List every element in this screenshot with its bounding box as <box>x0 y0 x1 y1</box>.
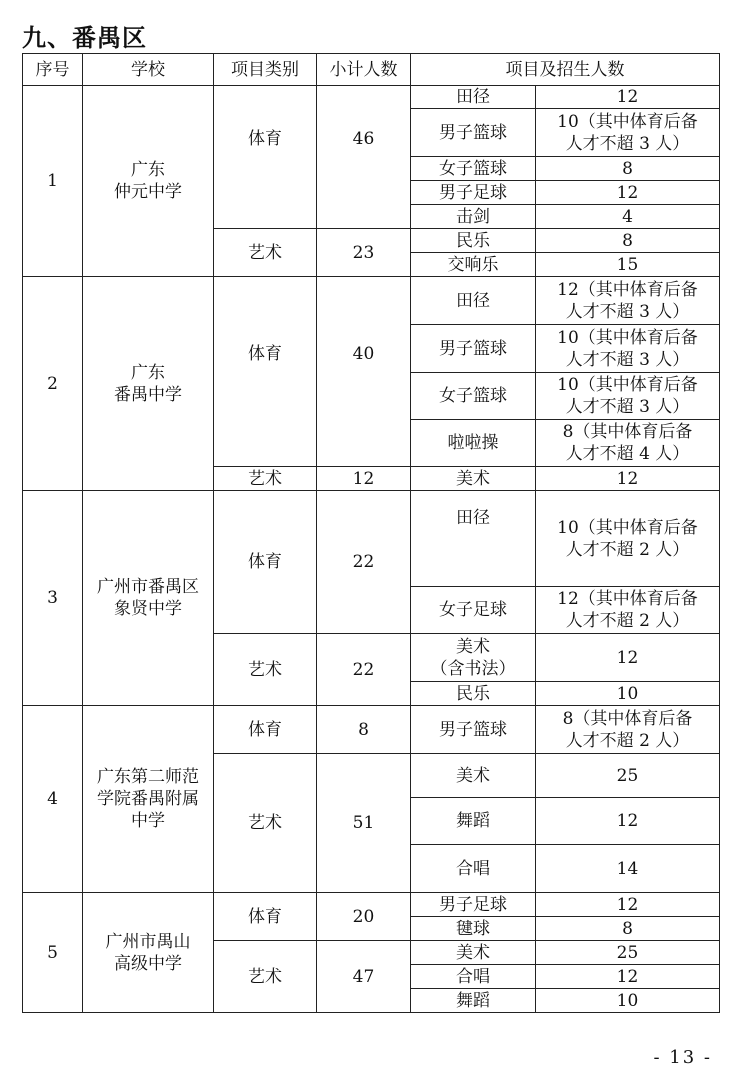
item-count: 10（其中体育后备 人才不超 3 人） <box>536 109 720 157</box>
category-name: 艺术 <box>214 754 317 893</box>
item-name: 田径 <box>411 491 536 587</box>
category-name: 艺术 <box>214 634 317 706</box>
item-count: 8 <box>536 917 720 941</box>
item-name: 舞蹈 <box>411 989 536 1013</box>
item-count: 8 <box>536 229 720 253</box>
subtotal-value: 23 <box>317 229 411 277</box>
item-name: 美术 <box>411 941 536 965</box>
item-name: 击剑 <box>411 205 536 229</box>
header-category: 项目类别 <box>214 54 317 86</box>
header-school: 学校 <box>83 54 214 86</box>
item-name: 田径 <box>411 277 536 325</box>
item-count: 4 <box>536 205 720 229</box>
table-row <box>23 706 720 754</box>
school-number: 3 <box>23 491 83 706</box>
school-name: 广东 仲元中学 <box>83 86 214 277</box>
item-count: 12 <box>536 798 720 845</box>
item-name: 啦啦操 <box>411 420 536 467</box>
category-cell <box>214 277 317 467</box>
item-name: 美术 <box>411 754 536 798</box>
subtotal-value: 46 <box>352 129 375 149</box>
item-name: 女子篮球 <box>411 157 536 181</box>
item-name: 合唱 <box>411 965 536 989</box>
header-seq: 序号 <box>23 54 83 86</box>
item-name: 田径 <box>411 86 536 109</box>
category-name: 体育 <box>214 491 317 634</box>
category-name: 体育 <box>214 893 317 941</box>
item-name: 舞蹈 <box>411 798 536 845</box>
item-count: 10 <box>536 682 720 706</box>
item-name: 毽球 <box>411 917 536 941</box>
item-name: 交响乐 <box>411 253 536 277</box>
item-name: 民乐 <box>411 229 536 253</box>
school-name: 广州市禺山 高级中学 <box>83 893 214 1013</box>
table-row <box>23 491 720 587</box>
item-name: 男子足球 <box>411 181 536 205</box>
item-name: 女子足球 <box>411 587 536 634</box>
item-count: 10（其中体育后备 人才不超 2 人） <box>536 491 720 587</box>
category-name: 艺术 <box>214 467 317 491</box>
item-count: 12 <box>536 467 720 491</box>
school-number: 1 <box>23 86 83 277</box>
item-count: 12（其中体育后备 人才不超 2 人） <box>536 587 720 634</box>
subtotal-value: 20 <box>317 893 411 941</box>
item-count: 8（其中体育后备 人才不超 4 人） <box>536 420 720 467</box>
item-count: 10（其中体育后备 人才不超 3 人） <box>536 373 720 420</box>
item-name: 美术 <box>411 467 536 491</box>
item-count: 12 <box>536 86 720 109</box>
item-count: 12 <box>536 965 720 989</box>
header-items: 项目及招生人数 <box>411 54 720 86</box>
school-name: 广东 番禺中学 <box>83 277 214 491</box>
item-name: 民乐 <box>411 682 536 706</box>
item-name: 美术 （含书法） <box>411 634 536 682</box>
item-name: 男子篮球 <box>411 325 536 373</box>
category-cell <box>214 86 317 229</box>
item-count: 14 <box>536 845 720 893</box>
item-count: 8（其中体育后备 人才不超 2 人） <box>536 706 720 754</box>
table-row <box>23 893 720 917</box>
school-number: 5 <box>23 893 83 1013</box>
school-number: 4 <box>23 706 83 893</box>
subtotal-cell <box>317 86 411 229</box>
item-count: 12 <box>536 181 720 205</box>
table-row <box>23 277 720 325</box>
header-subtotal: 小计人数 <box>317 54 411 86</box>
item-name: 男子足球 <box>411 893 536 917</box>
subtotal-cell <box>317 277 411 467</box>
category-name: 体育 <box>248 343 282 364</box>
subtotal-value: 22 <box>317 634 411 706</box>
school-name: 广东第二师范 学院番禺附属 中学 <box>83 706 214 893</box>
school-name: 广州市番禺区 象贤中学 <box>83 491 214 706</box>
item-name: 女子篮球 <box>411 373 536 420</box>
item-count: 12（其中体育后备 人才不超 3 人） <box>536 277 720 325</box>
subtotal-value: 22 <box>317 491 411 634</box>
header-row <box>23 54 720 86</box>
subtotal-value: 8 <box>317 706 411 754</box>
enrollment-table <box>22 53 720 1013</box>
item-count: 8 <box>536 157 720 181</box>
item-count: 10（其中体育后备 人才不超 3 人） <box>536 325 720 373</box>
item-count: 25 <box>536 941 720 965</box>
item-count: 12 <box>536 634 720 682</box>
subtotal-value: 12 <box>317 467 411 491</box>
school-number: 2 <box>23 277 83 491</box>
item-count: 15 <box>536 253 720 277</box>
page-title: 九、番禺区 <box>22 24 147 52</box>
category-name: 体育 <box>248 129 282 149</box>
subtotal-value: 47 <box>317 941 411 1013</box>
category-name: 体育 <box>214 706 317 754</box>
item-name: 男子篮球 <box>411 109 536 157</box>
category-name: 艺术 <box>214 229 317 277</box>
item-name: 男子篮球 <box>411 706 536 754</box>
page-number: - 13 - <box>653 1047 712 1068</box>
subtotal-value: 51 <box>317 754 411 893</box>
item-count: 25 <box>536 754 720 798</box>
item-count: 10 <box>536 989 720 1013</box>
category-name: 艺术 <box>214 941 317 1013</box>
table-row <box>23 86 720 109</box>
item-count: 12 <box>536 893 720 917</box>
subtotal-value: 40 <box>352 343 375 364</box>
item-name: 合唱 <box>411 845 536 893</box>
